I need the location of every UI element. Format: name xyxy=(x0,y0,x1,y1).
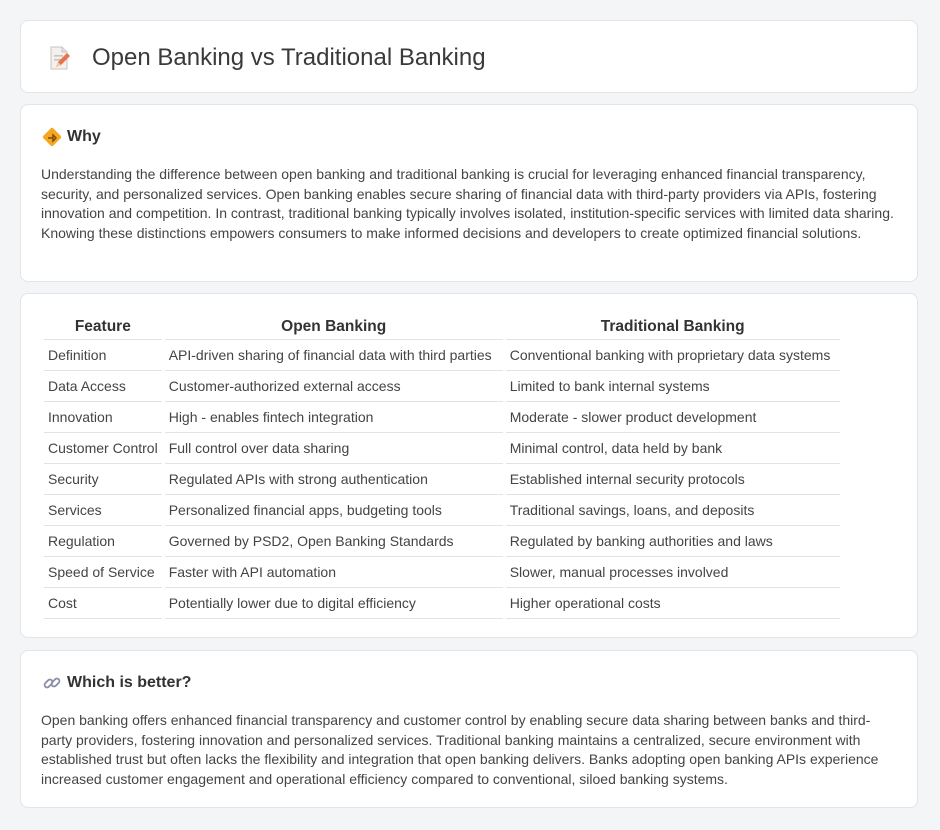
table-row xyxy=(44,526,840,557)
which-is-better-section xyxy=(20,650,918,808)
comparison-card xyxy=(20,293,918,638)
table-row xyxy=(44,402,840,433)
open-banking-cell: Faster with API automation xyxy=(165,557,503,588)
open-banking-cell: API-driven sharing of financial data with third parties xyxy=(165,340,503,371)
traditional-banking-cell: Limited to bank internal systems xyxy=(506,371,840,402)
feature-cell: Security xyxy=(44,464,162,495)
feature-cell: Services xyxy=(44,495,162,526)
table-row xyxy=(44,371,840,402)
feature-cell: Customer Control xyxy=(44,433,162,464)
traditional-banking-cell: Traditional savings, loans, and deposits xyxy=(506,495,840,526)
feature-cell: Regulation xyxy=(44,526,162,557)
title-card xyxy=(20,20,918,93)
feature-cell: Innovation xyxy=(44,402,162,433)
open-banking-cell: Potentially lower due to digital efficiency xyxy=(165,588,503,619)
traditional-banking-cell: Moderate - slower product development xyxy=(506,402,840,433)
open-banking-cell: High - enables fintech integration xyxy=(165,402,503,433)
table-row xyxy=(44,340,840,371)
table-row xyxy=(44,495,840,526)
traditional-banking-cell: Minimal control, data held by bank xyxy=(506,433,840,464)
open-banking-cell: Personalized financial apps, budgeting tools xyxy=(165,495,503,526)
open-banking-cell: Full control over data sharing xyxy=(165,433,503,464)
traditional-banking-cell: Conventional banking with proprietary data systems xyxy=(506,340,840,371)
which-is-better-text: Open banking offers enhanced financial transparency and customer control by enabling secure data sharing between banks and third-party providers, fostering innovation and personalized services. Traditional banking maintains a centralized, secure environment with established trust but often lacks the flexibility and integration that open banking delivers. Banks adopting open banking APIs experience increased customer engagement and operational efficiency compared to conventional, siloed banking systems. xyxy=(41,712,879,787)
header-open-banking: Open Banking xyxy=(165,315,503,340)
table-header-row xyxy=(44,315,840,340)
traditional-banking-cell: Regulated by banking authorities and laws xyxy=(506,526,840,557)
feature-cell: Definition xyxy=(44,340,162,371)
table-row xyxy=(44,464,840,495)
page-title: Open Banking vs Traditional Banking xyxy=(92,44,486,71)
link-icon xyxy=(42,673,62,693)
open-banking-cell: Customer-authorized external access xyxy=(165,371,503,402)
traditional-banking-cell: Slower, manual processes involved xyxy=(506,557,840,588)
feature-cell: Cost xyxy=(44,588,162,619)
feature-cell: Speed of Service xyxy=(44,557,162,588)
why-title: Why xyxy=(67,128,101,145)
header-feature: Feature xyxy=(44,315,162,340)
open-banking-cell: Governed by PSD2, Open Banking Standards xyxy=(165,526,503,557)
traditional-banking-cell: Higher operational costs xyxy=(506,588,840,619)
header-traditional-banking: Traditional Banking xyxy=(506,315,840,340)
why-section xyxy=(20,104,918,282)
table-row xyxy=(44,433,840,464)
traditional-banking-cell: Established internal security protocols xyxy=(506,464,840,495)
table-row xyxy=(44,557,840,588)
which-is-better-title: Which is better? xyxy=(67,674,192,691)
open-banking-cell: Regulated APIs with strong authentication xyxy=(165,464,503,495)
table-row xyxy=(44,588,840,619)
comparison-table xyxy=(41,315,843,619)
document-pencil-icon xyxy=(47,45,71,71)
diamond-arrows-icon xyxy=(42,127,62,147)
feature-cell: Data Access xyxy=(44,371,162,402)
why-text: Understanding the difference between open banking and traditional banking is crucial for leveraging enhanced financial transparency, security, and personalized services. Open banking enables secure sharing of financial data with third-party providers via APIs, fostering innovation and competition. In contrast, traditional banking typically involves isolated, institution-specific services with limited data sharing. Knowing these distinctions empowers consumers to make informed decisions and developers to create optimized financial solutions. xyxy=(41,166,894,241)
